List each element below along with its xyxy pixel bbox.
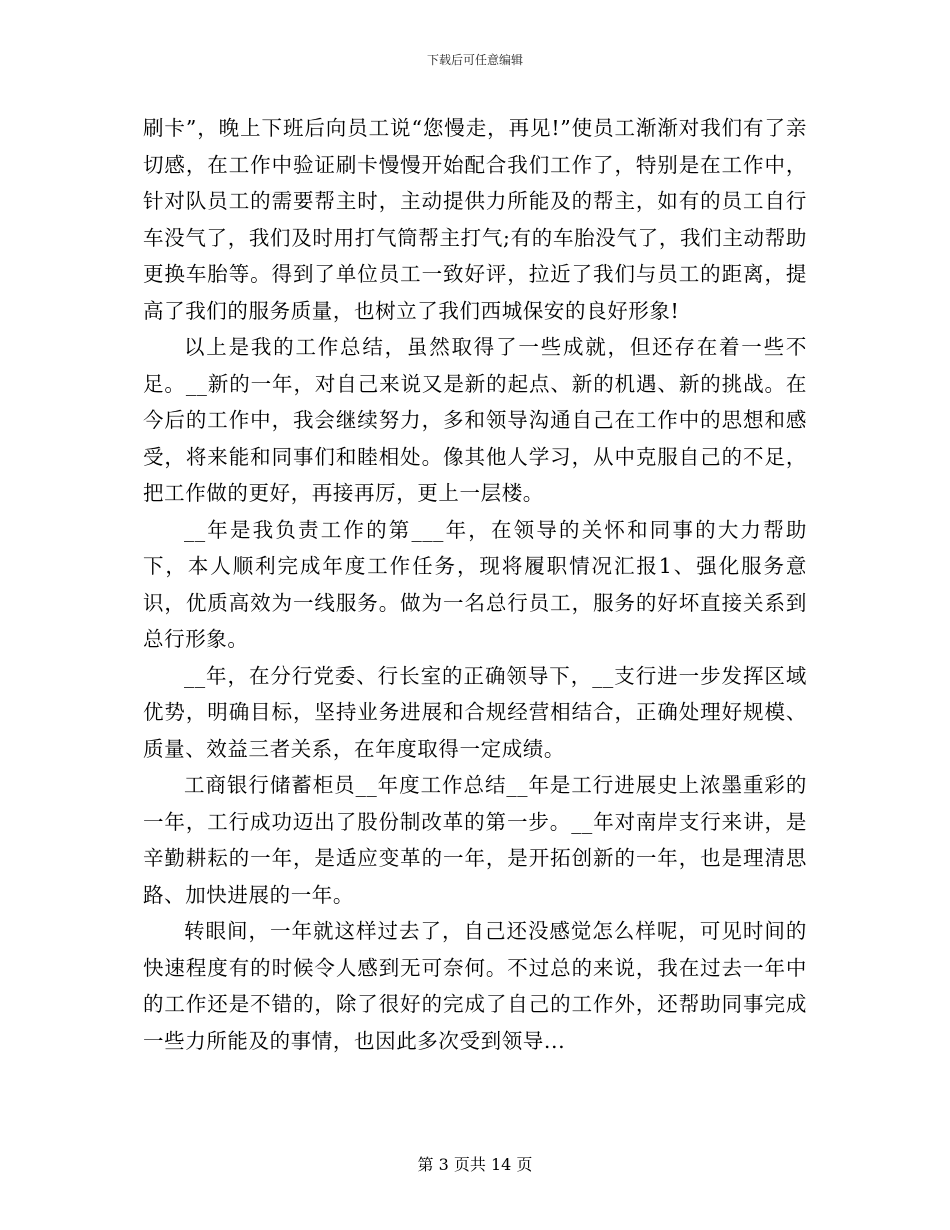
- document-body: [143, 110, 807, 1059]
- paragraph-5: 工商银行储蓄柜员__年度工作总结__年是工行进展史上浓墨重彩的一年，工行成功迈出了股份制改革的第一步。__年对南岸支行来讲，是辛勤耕耘的一年，是适应变革的一年，是开拓创新的一年，也是理清思路、加快进展的一年。: [143, 773, 807, 907]
- page-number: 第 3 页共 14 页: [417, 1155, 533, 1174]
- paragraph-1: 刷卡”，晚上下班后向员工说“您慢走，再见!”使员工渐渐对我们有了亲切感，在工作中验证刷卡慢慢开始配合我们工作了，特别是在工作中，针对队员工的需要帮主时，主动提供力所能及的帮主，如有的员工自行车没气了，我们及时用打气筒帮主打气;有的车胎没气了，我们主动帮助更换车胎等。得到了单位员工一致好评，拉近了我们与员工的距离，提高了我们的服务质量，也树立了我们西城保安的良好形象!: [143, 116, 807, 323]
- paragraph-2: 以上是我的工作总结，虽然取得了一些成就，但还存在着一些不足。__新的一年，对自己来说又是新的起点、新的机遇、新的挑战。在今后的工作中，我会继续努力，多和领导沟通自己在工作中的思想和感受，将来能和同事们和睦相处。像其他人学习，从中克服自己的不足，把工作做的更好，再接再厉，更上一层楼。: [143, 335, 807, 505]
- paragraph-4: __年，在分行党委、行长室的正确领导下，__支行进一步发挥区域优势，明确目标，坚持业务进展和合规经营相结合，正确处理好规模、质量、效益三者关系，在年度取得一定成绩。: [143, 663, 807, 761]
- page-header: 下载后可任意编辑: [426, 53, 523, 67]
- paragraph-6: 转眼间，一年就这样过去了，自己还没感觉怎么样呢，可见时间的快速程度有的时候令人感到无可奈何。不过总的来说，我在过去一年中的工作还是不错的，除了很好的完成了自己的工作外，还帮助同事完成一些力所能及的事情，也因此多次受到领导...: [143, 919, 807, 1053]
- paragraph-3: __年是我负责工作的第___年，在领导的关怀和同事的大力帮助下，本人顺利完成年度工作任务，现将履职情况汇报1、强化服务意识，优质高效为一线服务。做为一名总行员工，服务的好坏直接关系到总行形象。: [143, 517, 807, 651]
